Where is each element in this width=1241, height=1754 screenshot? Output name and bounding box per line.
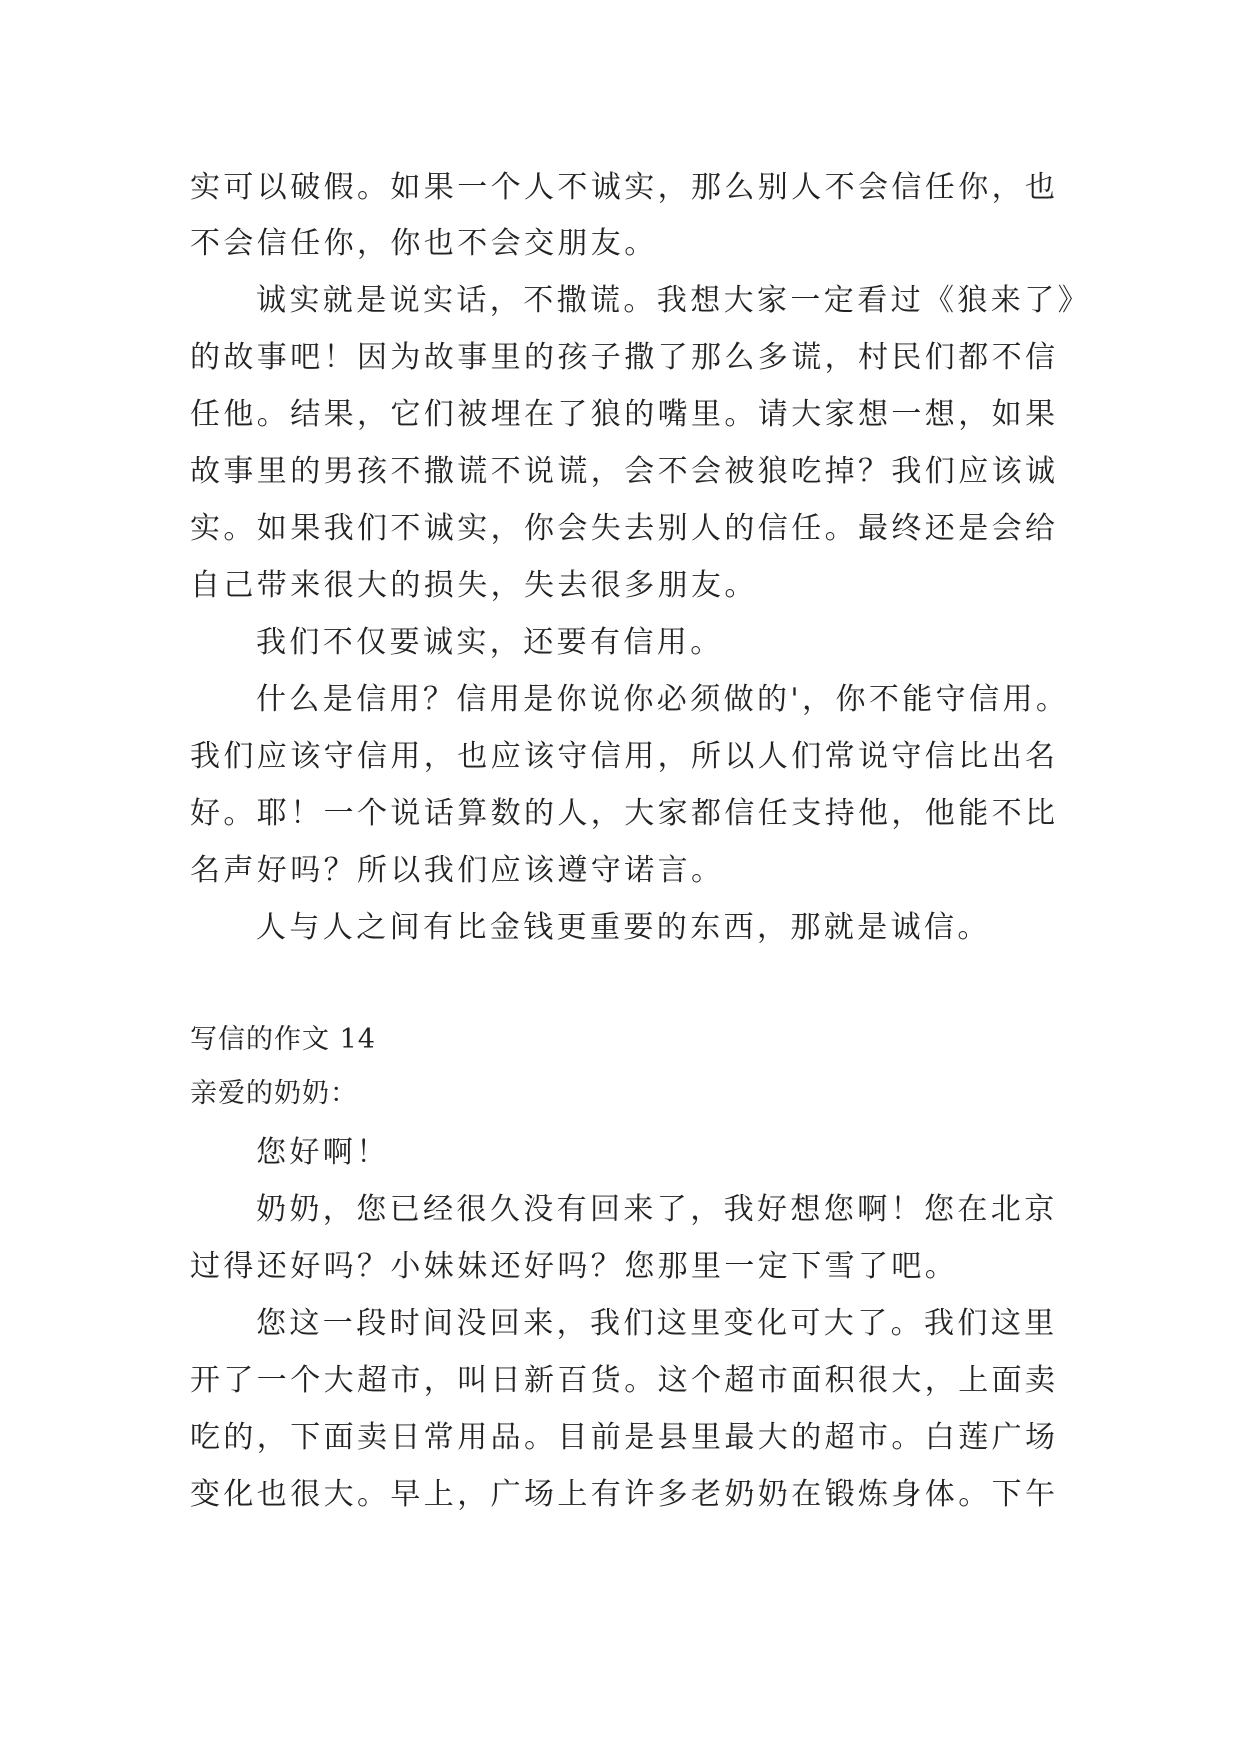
letter-title: 写信的作文 14 xyxy=(190,1024,376,1055)
letter-salutation: 亲爱的奶奶： xyxy=(190,1078,358,1109)
text-line: 开了一个大超市，叫日新百货。这个超市面积很大，上面卖 xyxy=(190,1363,1059,1398)
text-line: 变化也很大。早上，广场上有许多老奶奶在锻炼身体。下午 xyxy=(190,1477,1059,1512)
text-line: 自己带来很大的损失，失去很多朋友。 xyxy=(190,568,758,603)
paragraph-start-line: 您这一段时间没回来，我们这里变化可大了。我们这里 xyxy=(256,1306,1058,1341)
paragraph-start-line: 我们不仅要诚实，还要有信用。 xyxy=(256,625,724,660)
text-line: 故事里的男孩不撒谎不说谎，会不会被狼吃掉？我们应该诚 xyxy=(190,454,1059,489)
paragraph-start-line: 什么是信用？信用是你说你必须做的'，你不能守信用。 xyxy=(256,682,1070,717)
text-line: 吃的，下面卖日常用品。目前是县里最大的超市。白莲广场 xyxy=(190,1420,1059,1455)
paragraph-start-line: 诚实就是说实话，不撒谎。我想大家一定看过《狼来了》 xyxy=(256,283,1091,318)
text-line: 好。耶！一个说话算数的人，大家都信任支持他，他能不比 xyxy=(190,796,1059,831)
paragraph-start-line: 人与人之间有比金钱更重要的东西，那就是诚信。 xyxy=(256,910,991,945)
text-line: 我们应该守信用，也应该守信用，所以人们常说守信比出名 xyxy=(190,739,1059,774)
text-line: 实。如果我们不诚实，你会失去别人的信任。最终还是会给 xyxy=(190,511,1059,546)
text-line: 过得还好吗？小妹妹还好吗？您那里一定下雪了吧。 xyxy=(190,1249,959,1284)
paragraph-start-line: 奶奶，您已经很久没有回来了，我好想您啊！您在北京 xyxy=(256,1192,1058,1227)
greeting-line: 您好啊！ xyxy=(256,1135,390,1170)
text-line: 不会信任你，你也不会交朋友。 xyxy=(190,226,658,261)
text-line: 的故事吧！因为故事里的孩子撒了那么多谎，村民们都不信 xyxy=(190,340,1059,375)
text-line: 任他。结果，它们被埋在了狼的嘴里。请大家想一想，如果 xyxy=(190,397,1059,432)
text-line: 实可以破假。如果一个人不诚实，那么别人不会信任你，也 xyxy=(190,170,1059,205)
text-line: 名声好吗？所以我们应该遵守诺言。 xyxy=(190,853,725,888)
